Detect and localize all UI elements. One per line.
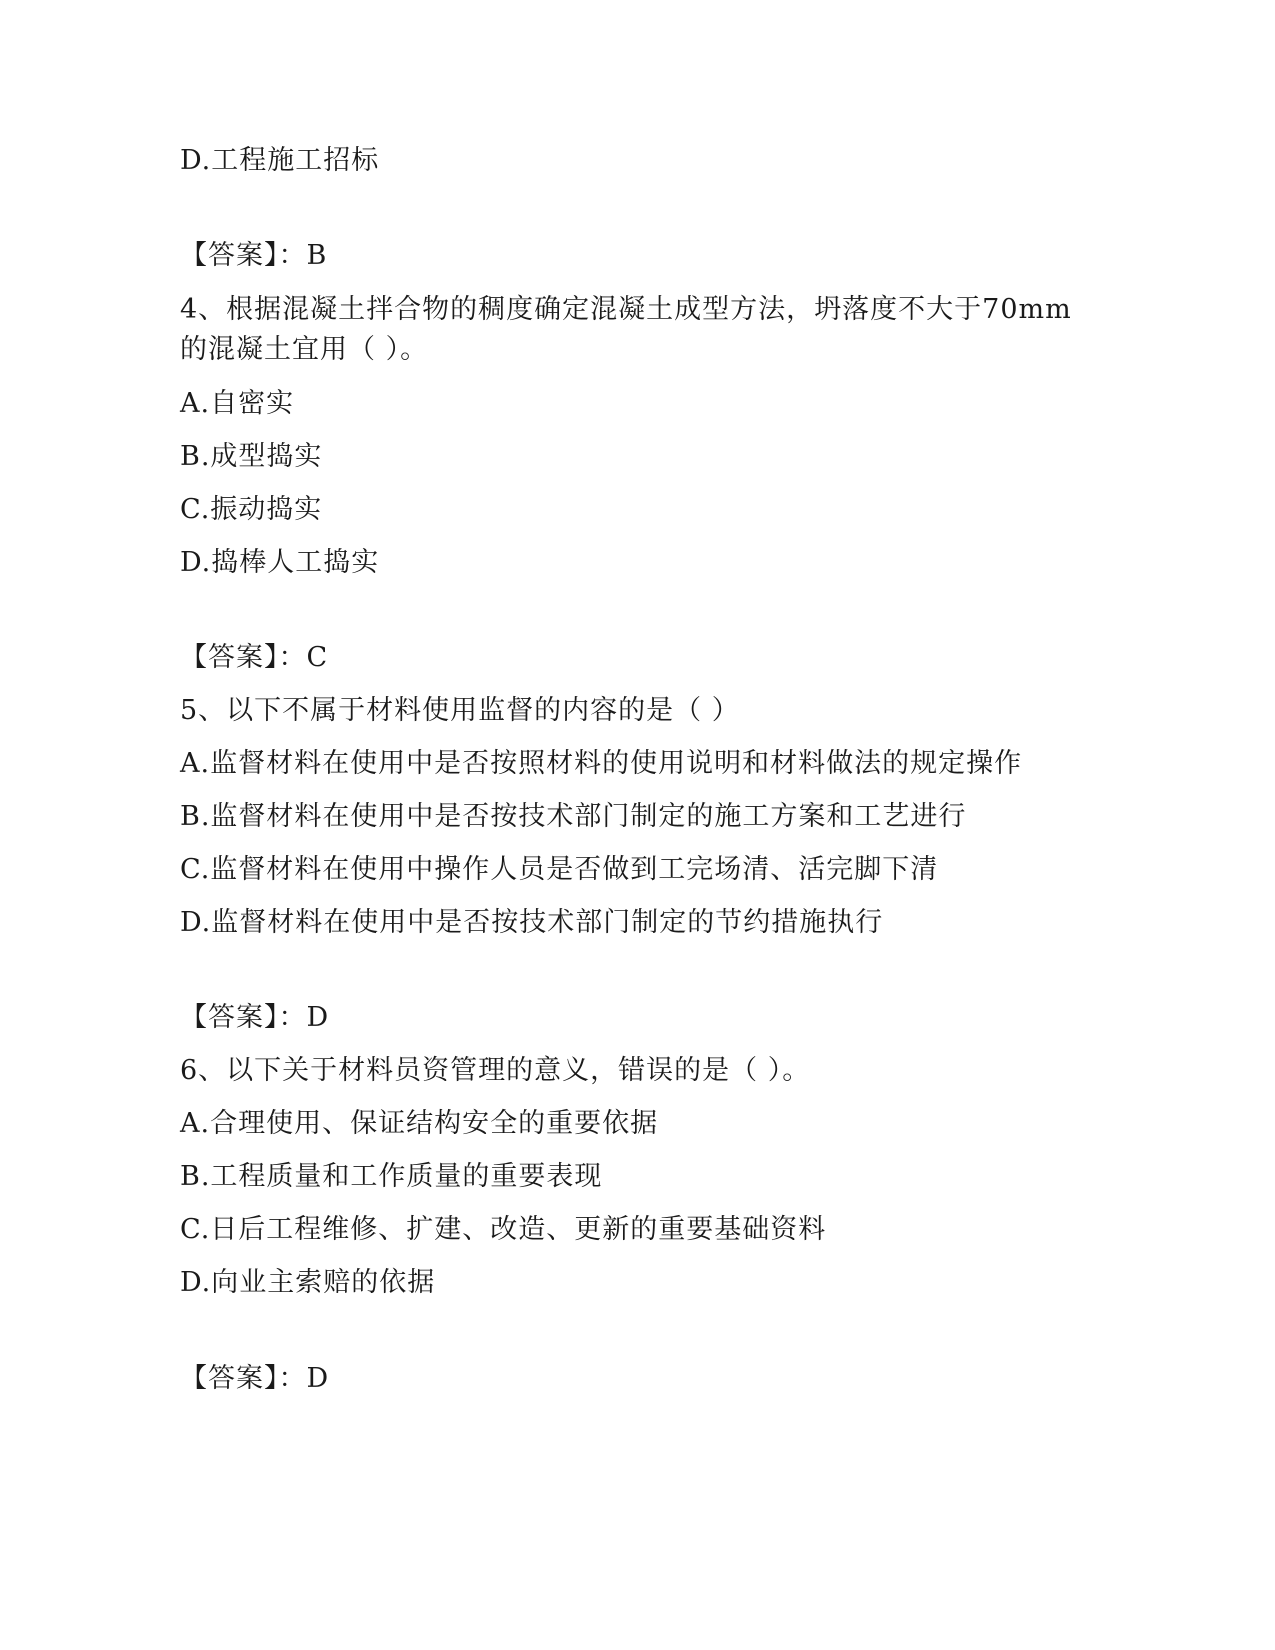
question-stem: 5、以下不属于材料使用监督的内容的是（ ） [180,695,740,726]
question-stem: 6、以下关于材料员资管理的意义，错误的是（ ）。 [180,1055,811,1086]
option-b: B.成型捣实 [180,441,323,472]
option-a: A.监督材料在使用中是否按照材料的使用说明和材料做法的规定操作 [180,748,1023,779]
answer-line: 【答案】：D [180,1002,330,1033]
option-d: D.监督材料在使用中是否按技术部门制定的节约措施执行 [180,907,884,938]
option-c: C.监督材料在使用中操作人员是否做到工完场清、活完脚下清 [180,854,939,885]
option-b: B.监督材料在使用中是否按技术部门制定的施工方案和工艺进行 [180,801,967,832]
option-c: C.振动捣实 [180,494,323,525]
question-stem-continued: 的混凝土宜用（ ）。 [180,334,429,365]
answer-line: 【答案】：B [180,240,328,271]
answer-line: 【答案】：C [180,642,329,673]
option-d: D.向业主索赔的依据 [180,1267,436,1298]
option-c: C.日后工程维修、扩建、改造、更新的重要基础资料 [180,1214,827,1245]
option-b: B.工程质量和工作质量的重要表现 [180,1161,603,1192]
answer-line: 【答案】：D [180,1363,330,1394]
option-d: D.工程施工招标 [180,145,380,176]
option-a: A.自密实 [180,388,295,419]
option-d: D.捣棒人工捣实 [180,547,380,578]
question-stem: 4、根据混凝土拌合物的稠度确定混凝土成型方法，坍落度不大于70mm [180,294,1072,325]
option-a: A.合理使用、保证结构安全的重要依据 [180,1108,659,1139]
